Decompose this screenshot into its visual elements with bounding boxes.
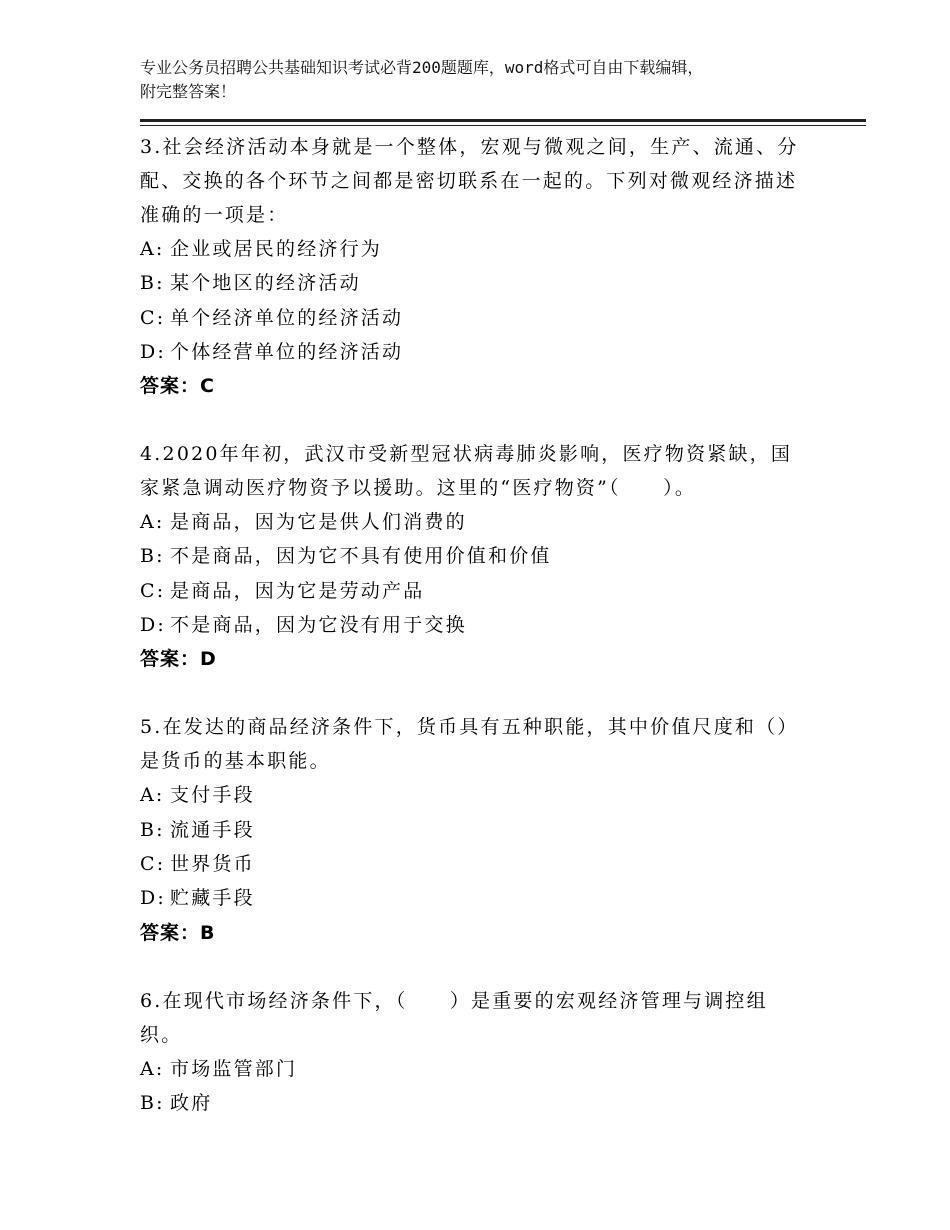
option-d (140, 335, 810, 369)
option-text: 流通手段 (170, 818, 255, 841)
option-letter: D: (140, 614, 167, 637)
question-text: 6.在现代市场经济条件下，（ ）是重要的宏观经济管理与调控组织。 (140, 989, 768, 1046)
option-letter: B: (140, 272, 165, 295)
option-d (140, 881, 810, 915)
answer-label: 答案：B (140, 921, 216, 944)
document-header (140, 56, 840, 104)
option-letter: A: (140, 1057, 165, 1080)
option-letter: B: (140, 1091, 165, 1114)
option-b (140, 1086, 810, 1120)
option-text: 是商品，因为它是供人们消费的 (170, 511, 467, 534)
header-title-line-1: 专业公务员招聘公共基础知识考试必背200题题库，word格式可自由下载编辑， (140, 58, 704, 77)
option-text: 某个地区的经济活动 (170, 272, 361, 295)
question-text: 5.在发达的商品经济条件下，货币具有五种职能，其中价值尺度和（）是货币的基本职能。 (140, 716, 799, 773)
question-spacer (140, 676, 810, 710)
question-5 (140, 710, 810, 949)
header-divider-thick (140, 119, 866, 122)
option-c (140, 847, 810, 881)
option-letter: B: (140, 818, 165, 841)
option-a (140, 778, 810, 812)
option-b (140, 266, 810, 300)
option-text: 世界货币 (170, 852, 255, 875)
option-letter: A: (140, 784, 165, 807)
option-letter: D: (140, 887, 167, 910)
option-letter: A: (140, 511, 165, 534)
question-text: 3.社会经济活动本身就是一个整体，宏观与微观之间，生产、流通、分配、交换的各个环节之间都是密切联系在一起的。下列对微观经济描述准确的一项是： (140, 136, 799, 226)
option-text: 是商品，因为它是劳动产品 (170, 579, 425, 602)
option-c (140, 574, 810, 608)
question-list (140, 130, 810, 1120)
option-text: 不是商品，因为它没有用于交换 (170, 614, 467, 637)
header-divider-thin (140, 125, 866, 126)
option-text: 个体经营单位的经济活动 (170, 340, 404, 363)
option-text: 贮藏手段 (170, 887, 255, 910)
option-a (140, 1052, 810, 1086)
question-6 (140, 984, 810, 1121)
option-text: 企业或居民的经济行为 (170, 238, 383, 260)
option-b (140, 813, 810, 847)
question-3 (140, 130, 810, 403)
option-b (140, 539, 810, 573)
option-letter: C: (140, 852, 166, 875)
option-a (140, 505, 810, 539)
option-letter: D: (140, 340, 167, 363)
question-spacer (140, 950, 810, 984)
option-letter: B: (140, 545, 165, 568)
option-c (140, 301, 810, 335)
option-text: 市场监管部门 (170, 1057, 298, 1080)
answer-label: 答案：D (140, 648, 217, 671)
option-text: 不是商品，因为它不具有使用价值和价值 (170, 545, 552, 568)
option-letter: C: (140, 306, 166, 329)
answer-label: 答案：C (140, 375, 215, 398)
question-spacer (140, 403, 810, 437)
question-4 (140, 437, 810, 676)
question-text: 4.2020年年初，武汉市受新型冠状病毒肺炎影响，医疗物资紧缺，国家紧急调动医疗物资予以援助。这里的“医疗物资”（ ）。 (140, 443, 793, 500)
option-text: 政府 (170, 1091, 213, 1114)
option-letter: A: (140, 238, 165, 260)
header-title-line-2: 附完整答案！ (140, 82, 237, 101)
option-a (140, 232, 810, 266)
option-text: 单个经济单位的经济活动 (170, 306, 404, 329)
option-letter: C: (140, 579, 166, 602)
option-text: 支付手段 (170, 784, 255, 807)
option-d (140, 608, 810, 642)
